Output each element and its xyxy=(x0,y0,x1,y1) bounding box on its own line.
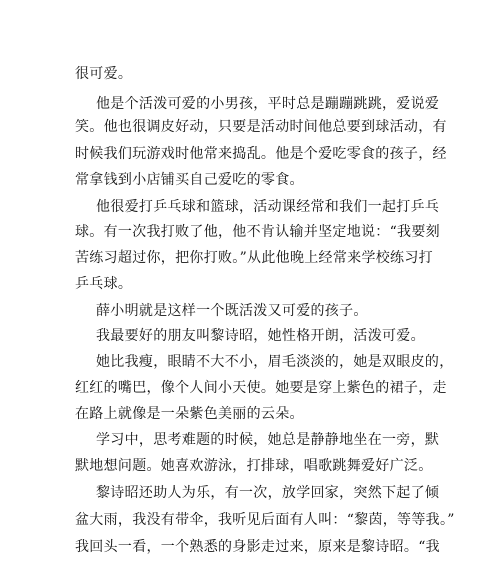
text-line: 我回头一看，一个熟悉的身影走过来，原来是黎诗昭。“我 xyxy=(75,539,440,555)
text-line: 默地想问题。她喜欢游泳，打排球，唱歌跳舞爱好广泛。 xyxy=(75,458,433,474)
text-line: 红红的嘴巴，像个人间小天使。她要是穿上紫色的裙子，走 xyxy=(75,380,447,396)
text-line: 他很爱打乒乓球和篮球，活动课经常和我们一起打乒乓 xyxy=(96,199,440,215)
text-line: 黎诗昭还助人为乐，有一次，放学回家，突然下起了倾 xyxy=(96,485,440,501)
text-line: 在路上就像是一朵紫色美丽的云朵。 xyxy=(75,406,304,422)
text-line: 盆大雨，我没有带伞，我听见后面有人叫：“黎茵，等等我。” xyxy=(75,512,455,528)
text-line: 她比我瘦，眼睛不大不小，眉毛淡淡的，她是双眼皮的， xyxy=(96,354,454,370)
text-line: 时候我们玩游戏时他常来捣乱。他是个爱吃零食的孩子，经 xyxy=(75,146,447,162)
text-line: 我最要好的朋友叫黎诗昭，她性格开朗，活泼可爱。 xyxy=(96,328,425,344)
text-line: 他是个活泼可爱的小男孩，平时总是蹦蹦跳跳，爱说爱 xyxy=(96,96,440,112)
text-line: 球。有一次我打败了他，他不肯认输并坚定地说：“我要刻 xyxy=(75,224,440,240)
text-line: 苦练习超过你，把你打败。”从此他晚上经常来学校练习打 xyxy=(75,250,433,266)
text-line: 薛小明就是这样一个既活泼又可爱的孩子。 xyxy=(96,303,368,319)
text-line: 乒乓球。 xyxy=(75,276,133,292)
text-line: 笑。他也很调皮好动，只要是活动时间他总要到球活动，有 xyxy=(75,119,447,135)
text-line: 学习中，思考难题的时候，她总是静静地坐在一旁，默 xyxy=(96,432,440,448)
text-line: 很可爱。 xyxy=(75,66,133,82)
text-line: 常拿钱到小店铺买自己爱吃的零食。 xyxy=(75,172,304,188)
